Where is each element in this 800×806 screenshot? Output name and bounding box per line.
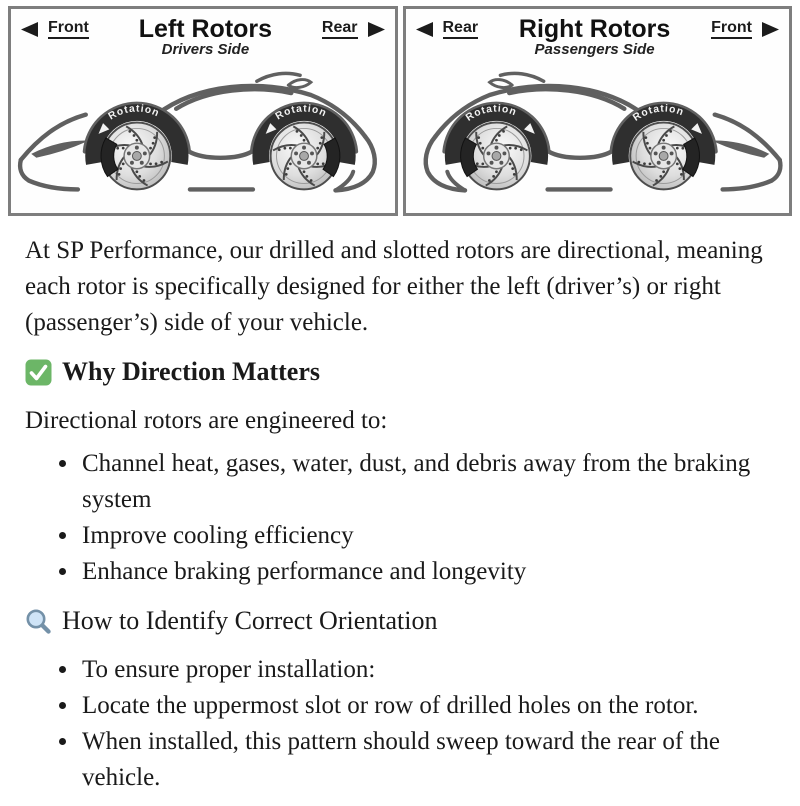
list-item: • To ensure proper installation: [80, 652, 775, 688]
check-mark-icon [25, 359, 52, 386]
direction-label-text: Front [48, 19, 89, 39]
left-car-illustration [11, 58, 395, 213]
direction-label-text: Front [711, 19, 752, 39]
list-item: • Channel heat, gases, water, dust, and debris away from the braking system [80, 446, 775, 518]
arrow-right-icon [753, 22, 779, 37]
arrow-right-icon [359, 22, 385, 37]
arrow-left-icon [21, 22, 47, 37]
article-content [0, 216, 800, 796]
rear-direction-label [416, 19, 479, 39]
lead-paragraph: Directional rotors are engineered to: [25, 407, 388, 434]
installation-list [25, 652, 775, 796]
benefits-list [25, 446, 775, 590]
right-panel-header [406, 9, 790, 58]
rotation-label: Rotation [463, 103, 518, 124]
right-rotors-panel [403, 6, 793, 216]
section-heading-identify-orientation [25, 604, 775, 638]
section-heading-why-direction-matters [25, 355, 775, 389]
direction-label-text: Rear [443, 19, 479, 39]
magnifier-icon [25, 608, 52, 635]
list-item: • Locate the uppermost slot or row of drilled holes on the rotor. [80, 688, 775, 724]
left-panel-titles [139, 16, 272, 58]
rear-direction-label [322, 19, 385, 39]
front-direction-label [711, 19, 779, 39]
list-item: • Improve cooling efficiency [80, 518, 775, 554]
left-rotors-panel [8, 6, 398, 216]
left-panel-header [11, 9, 395, 58]
panel-subtitle: Drivers Side [161, 41, 250, 59]
intro-paragraph: At SP Performance, our drilled and slotted rotors are directional, meaning each rotor is specifically designed for either the left (driver’s) or right (passenger’s) side of your vehicle. [25, 237, 763, 336]
front-direction-label [21, 19, 89, 39]
heading-text: How to Identify Correct Orientation [62, 606, 438, 635]
direction-label-text: Rear [322, 19, 358, 39]
rotation-label: Rotation [273, 103, 329, 123]
right-car-illustration [406, 58, 790, 213]
panel-title: Right Rotors [518, 15, 671, 43]
heading-text: Why Direction Matters [62, 357, 321, 386]
rotation-label: Rotation [106, 103, 162, 123]
right-panel-titles [519, 16, 670, 58]
panel-title: Left Rotors [138, 15, 273, 43]
arrow-left-icon [416, 22, 442, 37]
list-item: • Enhance braking performance and longevity [80, 554, 775, 590]
panel-subtitle: Passengers Side [534, 41, 655, 59]
rotation-label: Rotation [630, 103, 686, 124]
rotor-direction-diagram [8, 6, 792, 216]
list-item: • When installed, this pattern should sweep toward the rear of the vehicle. [80, 724, 775, 796]
